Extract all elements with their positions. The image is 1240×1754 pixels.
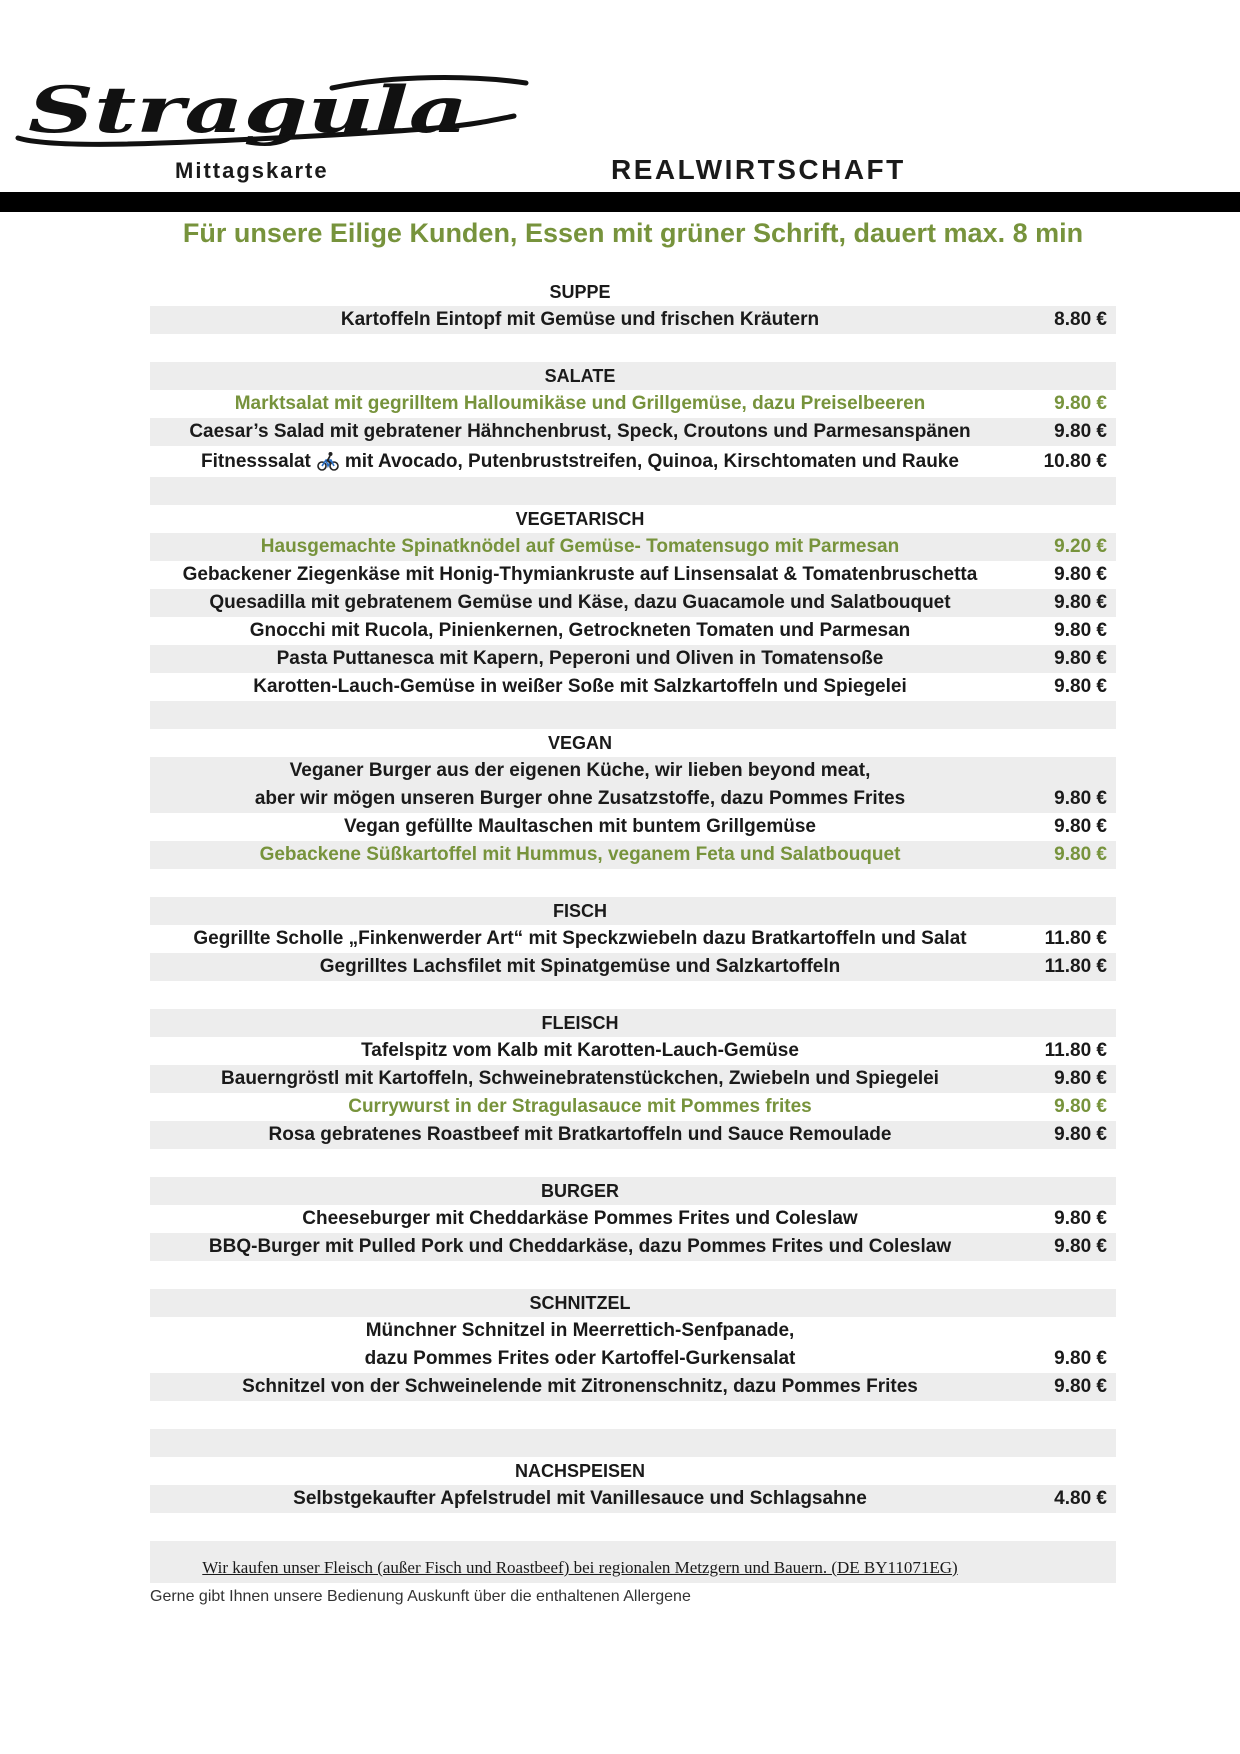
- dish-price: 9.80 €: [1054, 1096, 1107, 1117]
- logo-lettering: Stragula: [28, 73, 468, 148]
- empty-cell: [150, 981, 1010, 1009]
- empty-cell: [150, 1429, 1010, 1457]
- menu-item-row: [150, 446, 1116, 477]
- allergen-note: Gerne gibt Ihnen unsere Bedienung Auskunft über die enthaltenen Allergene: [150, 1588, 691, 1605]
- empty-cell: [150, 1261, 1010, 1289]
- dish-price: 9.80 €: [1054, 844, 1107, 865]
- dish-price: 9.80 €: [1054, 393, 1107, 414]
- menu-item-row: [150, 1485, 1116, 1513]
- menu-item-row: [150, 1205, 1116, 1233]
- dish-description: [150, 1317, 1010, 1373]
- dish-price: 11.80 €: [1044, 1040, 1107, 1061]
- empty-cell: [150, 1401, 1010, 1429]
- dish-description: Hausgemachte Spinatknödel auf Gemüse- Tomatensugo mit Parmesan: [260, 536, 900, 557]
- section-title: FISCH: [553, 901, 607, 921]
- dish-price: 9.80 €: [1054, 788, 1107, 809]
- menu-item-row: [150, 1121, 1116, 1149]
- menu-item-row: [150, 589, 1116, 617]
- blank-row: [150, 1149, 1116, 1177]
- blank-row: [150, 1513, 1116, 1541]
- dish-price: 9.80 €: [1054, 1068, 1107, 1089]
- section-header-row: [150, 1289, 1116, 1317]
- menu-item-row: [150, 757, 1116, 813]
- menu-item-row: [150, 1233, 1116, 1261]
- section-header-row: [150, 729, 1116, 757]
- section-header-row: [150, 1457, 1116, 1485]
- sourcing-footnote: Wir kaufen unser Fleisch (außer Fisch und Roastbeef) bei regionalen Metzgern und Bauern. (DE BY11071EG): [202, 1558, 958, 1577]
- menu-item-row: [150, 1065, 1116, 1093]
- dish-description: Vegan gefüllte Maultaschen mit buntem Grillgemüse: [344, 816, 816, 837]
- menu-item-row: [150, 645, 1116, 673]
- menu-item-row: [150, 925, 1116, 953]
- dish-description: Gnocchi mit Rucola, Pinienkernen, Getrockneten Tomaten und Parmesan: [249, 620, 911, 641]
- section-header-row: [150, 278, 1116, 306]
- menu-item-row: [150, 1317, 1116, 1373]
- blank-row: [150, 1429, 1116, 1457]
- dish-price: 9.80 €: [1054, 592, 1107, 613]
- section-header-row: [150, 1009, 1116, 1037]
- blank-row: [150, 981, 1116, 1009]
- section-header-row: [150, 897, 1116, 925]
- dish-price: 9.80 €: [1054, 1376, 1107, 1397]
- section-header-row: [150, 362, 1116, 390]
- section-title: BURGER: [540, 1181, 619, 1201]
- dish-description: Schnitzel von der Schweinelende mit Zitronenschnitz, dazu Pommes Frites: [242, 1376, 918, 1397]
- menu-item-row: [150, 953, 1116, 981]
- section-title: SALATE: [544, 366, 616, 386]
- menu-item-row: [150, 418, 1116, 446]
- menu-item-row: [150, 306, 1116, 334]
- cyclist-icon: [317, 451, 339, 471]
- dish-description: Karotten-Lauch-Gemüse in weißer Soße mit Salzkartoffeln und Spiegelei: [253, 676, 907, 697]
- dish-description: Kartoffeln Eintopf mit Gemüse und frischen Kräutern: [340, 309, 820, 330]
- menu-table: [150, 278, 1116, 1583]
- menu-item-row: [150, 617, 1116, 645]
- dish-price: 9.80 €: [1054, 1124, 1107, 1145]
- restaurant-logo: [14, 72, 529, 150]
- dish-name: Fitnesssalat: [201, 451, 311, 472]
- menu-item-row: [150, 841, 1116, 869]
- menu-item-row: [150, 1093, 1116, 1121]
- dish-price: 9.80 €: [1054, 816, 1107, 837]
- dish-description: Currywurst in der Stragulasauce mit Pommes frites: [348, 1096, 812, 1117]
- section-header-row: [150, 505, 1116, 533]
- dish-price: 9.80 €: [1054, 1348, 1107, 1369]
- dish-description: Gegrillte Scholle „Finkenwerder Art“ mit Speckzwiebeln dazu Bratkartoffeln und Salat: [193, 928, 967, 949]
- dish-description-line: aber wir mögen unseren Burger ohne Zusatzstoffe, dazu Pommes Frites: [254, 788, 906, 809]
- blank-row: [150, 1401, 1116, 1429]
- dish-price: 9.80 €: [1054, 421, 1107, 442]
- menu-title: REALWIRTSCHAFT: [611, 154, 906, 185]
- menu-item-row: [150, 1037, 1116, 1065]
- dish-description: Tafelspitz vom Kalb mit Karotten-Lauch-Gemüse: [361, 1040, 799, 1061]
- menu-item-row: [150, 390, 1116, 418]
- menu-item-row: [150, 533, 1116, 561]
- empty-cell: [150, 1149, 1010, 1177]
- dish-price: 4.80 €: [1054, 1488, 1107, 1509]
- empty-cell: [150, 477, 1010, 505]
- dish-price: 9.80 €: [1054, 676, 1107, 697]
- dish-price: 11.80 €: [1044, 928, 1107, 949]
- quick-meal-notice: Für unsere Eilige Kunden, Essen mit grüner Schrift, dauert max. 8 min: [182, 218, 1084, 248]
- menu-item-row: [150, 673, 1116, 701]
- dish-price: 9.80 €: [1054, 564, 1107, 585]
- dish-description-rest: mit Avocado, Putenbruststreifen, Quinoa, Kirschtomaten und Rauke: [344, 451, 959, 472]
- dish-description: [150, 446, 1010, 477]
- dish-description: Marktsalat mit gegrilltem Halloumikäse und Grillgemüse, dazu Preiselbeeren: [234, 393, 926, 414]
- dish-description: Bauerngröstl mit Kartoffeln, Schweinebratenstückchen, Zwiebeln und Spiegelei: [221, 1068, 939, 1089]
- dish-description-line: Veganer Burger aus der eigenen Küche, wir lieben beyond meat,: [289, 760, 871, 781]
- dish-description: Selbstgekaufter Apfelstrudel mit Vanillesauce und Schlagsahne: [293, 1488, 867, 1509]
- dish-price: 9.80 €: [1054, 648, 1107, 669]
- section-title: VEGETARISCH: [515, 509, 645, 529]
- dish-price: 9.20 €: [1054, 536, 1107, 557]
- menu-item-row: [150, 561, 1116, 589]
- dish-description: BBQ-Burger mit Pulled Pork und Cheddarkäse, dazu Pommes Frites und Coleslaw: [208, 1236, 952, 1257]
- dish-price: 8.80 €: [1054, 309, 1107, 330]
- section-title: SCHNITZEL: [529, 1293, 631, 1313]
- blank-row: [150, 1261, 1116, 1289]
- dish-price: 9.80 €: [1054, 620, 1107, 641]
- blank-row: [150, 701, 1116, 729]
- sourcing-footnote-row: [150, 1541, 1116, 1583]
- section-title: FLEISCH: [541, 1013, 619, 1033]
- menu-item-row: [150, 1373, 1116, 1401]
- dish-description: Rosa gebratenes Roastbeef mit Bratkartoffeln und Sauce Remoulade: [268, 1124, 892, 1145]
- section-title: SUPPE: [549, 282, 611, 302]
- section-title: NACHSPEISEN: [514, 1461, 646, 1481]
- blank-row: [150, 869, 1116, 897]
- section-header-row: [150, 1177, 1116, 1205]
- empty-cell: [150, 1513, 1010, 1541]
- section-title: VEGAN: [547, 733, 612, 753]
- dish-description: Gegrilltes Lachsfilet mit Spinatgemüse und Salzkartoffeln: [319, 956, 841, 977]
- dish-price: 9.80 €: [1054, 1236, 1107, 1257]
- dish-price: 10.80 €: [1043, 451, 1107, 472]
- dish-description: Pasta Puttanesca mit Kapern, Peperoni und Oliven in Tomatensoße: [276, 648, 884, 669]
- dish-description: Gebackene Süßkartoffel mit Hummus, veganem Feta und Salatbouquet: [259, 844, 901, 865]
- header-divider-bar: [0, 192, 1240, 212]
- dish-price: 11.80 €: [1044, 956, 1107, 977]
- blank-row: [150, 334, 1116, 362]
- dish-price: 9.80 €: [1054, 1208, 1107, 1229]
- empty-cell: [150, 334, 1010, 362]
- dish-description: Cheeseburger mit Cheddarkäse Pommes Frites und Coleslaw: [302, 1208, 858, 1229]
- blank-row: [150, 477, 1116, 505]
- dish-description: Gebackener Ziegenkäse mit Honig-Thymiankruste auf Linsensalat & Tomatenbruschetta: [182, 564, 978, 585]
- dish-description-line: dazu Pommes Frites oder Kartoffel-Gurkensalat: [364, 1348, 796, 1369]
- dish-description: [150, 757, 1010, 813]
- empty-cell: [150, 869, 1010, 897]
- dish-description-line: Münchner Schnitzel in Meerrettich-Senfpanade,: [365, 1320, 795, 1341]
- menu-subtitle: Mittagskarte: [175, 158, 329, 183]
- empty-cell: [150, 701, 1010, 729]
- menu-item-row: [150, 813, 1116, 841]
- dish-description: Caesar’s Salad mit gebratener Hähnchenbrust, Speck, Croutons und Parmesanspänen: [189, 421, 971, 442]
- dish-description: Quesadilla mit gebratenem Gemüse und Käse, dazu Guacamole und Salatbouquet: [209, 592, 951, 613]
